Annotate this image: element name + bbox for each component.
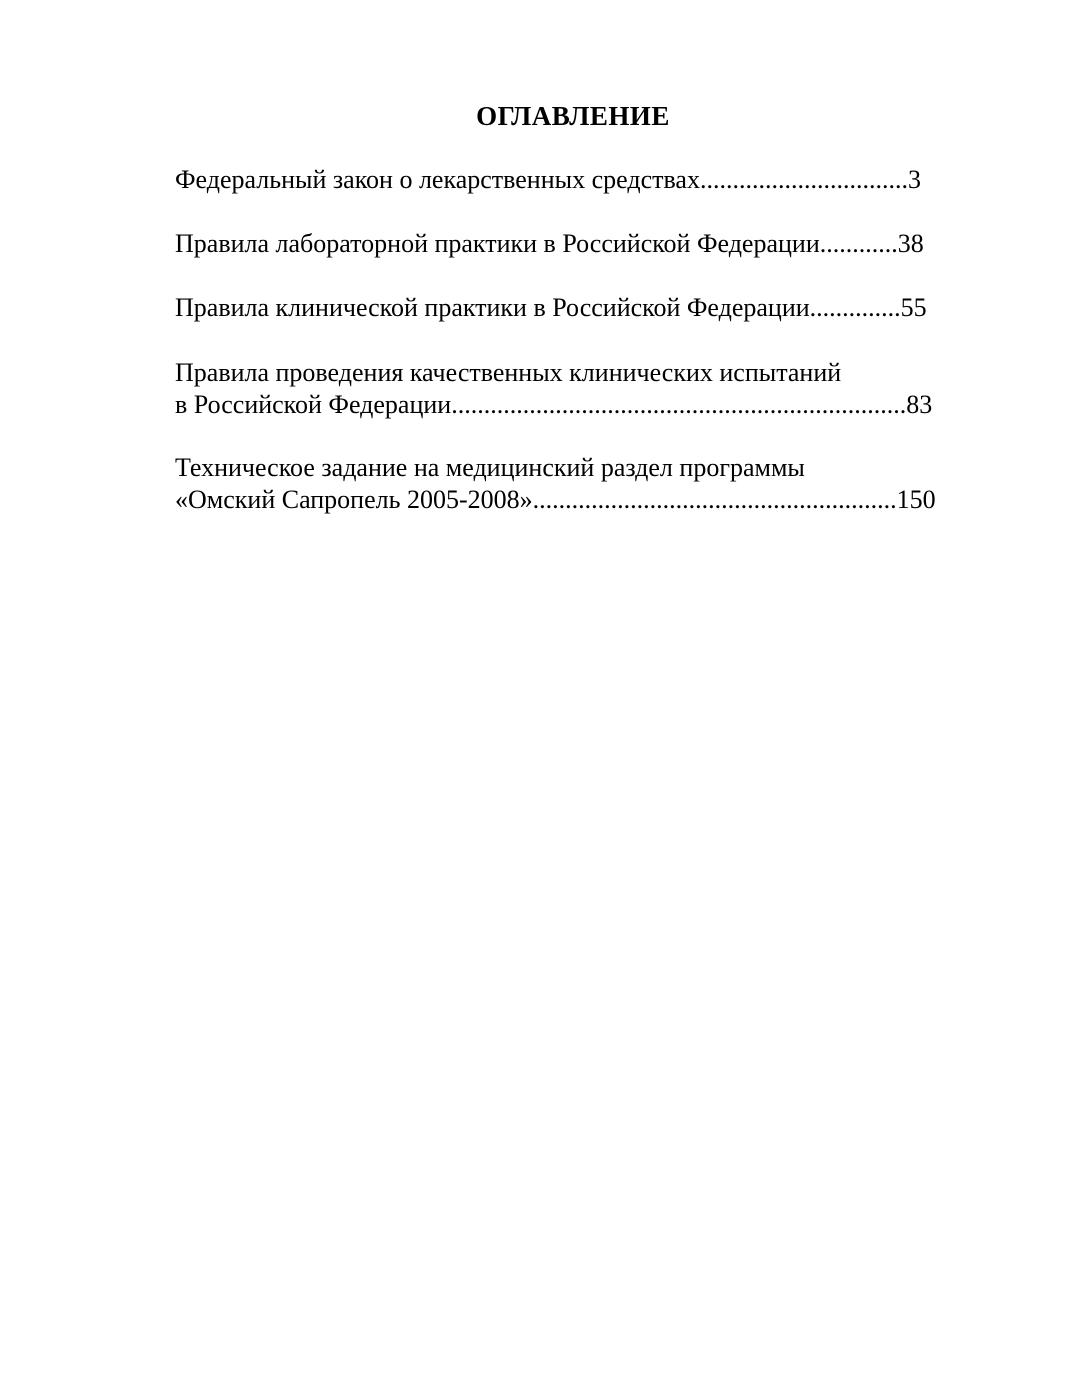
toc-entry-federal-law [175, 164, 921, 196]
page-title: ОГЛАВЛЕНИЕ [476, 101, 670, 131]
toc-entry-line: Правила клинической практики в Российской Федерации..............55 [175, 293, 927, 322]
toc-entry-clinical-trials [175, 357, 932, 421]
toc-entry-line: Правила проведения качественных клинических испытаний [175, 358, 842, 387]
toc-entry-clinical-practice [175, 292, 927, 324]
toc-entry-line: Техническое задание на медицинский раздел программы [175, 453, 805, 482]
toc-entry-laboratory-practice [175, 228, 924, 260]
toc-entry-line: Федеральный закон о лекарственных средствах................................3 [175, 165, 921, 194]
toc-entry-line: «Омский Сапропель 2005-2008»........................................................150 [175, 485, 936, 514]
toc-entry-line: Правила лабораторной практики в Российской Федерации............38 [175, 229, 924, 258]
toc-entry-technical-assignment [175, 452, 936, 516]
toc-entry-line: в Российской Федерации......................................................................83 [175, 390, 933, 419]
